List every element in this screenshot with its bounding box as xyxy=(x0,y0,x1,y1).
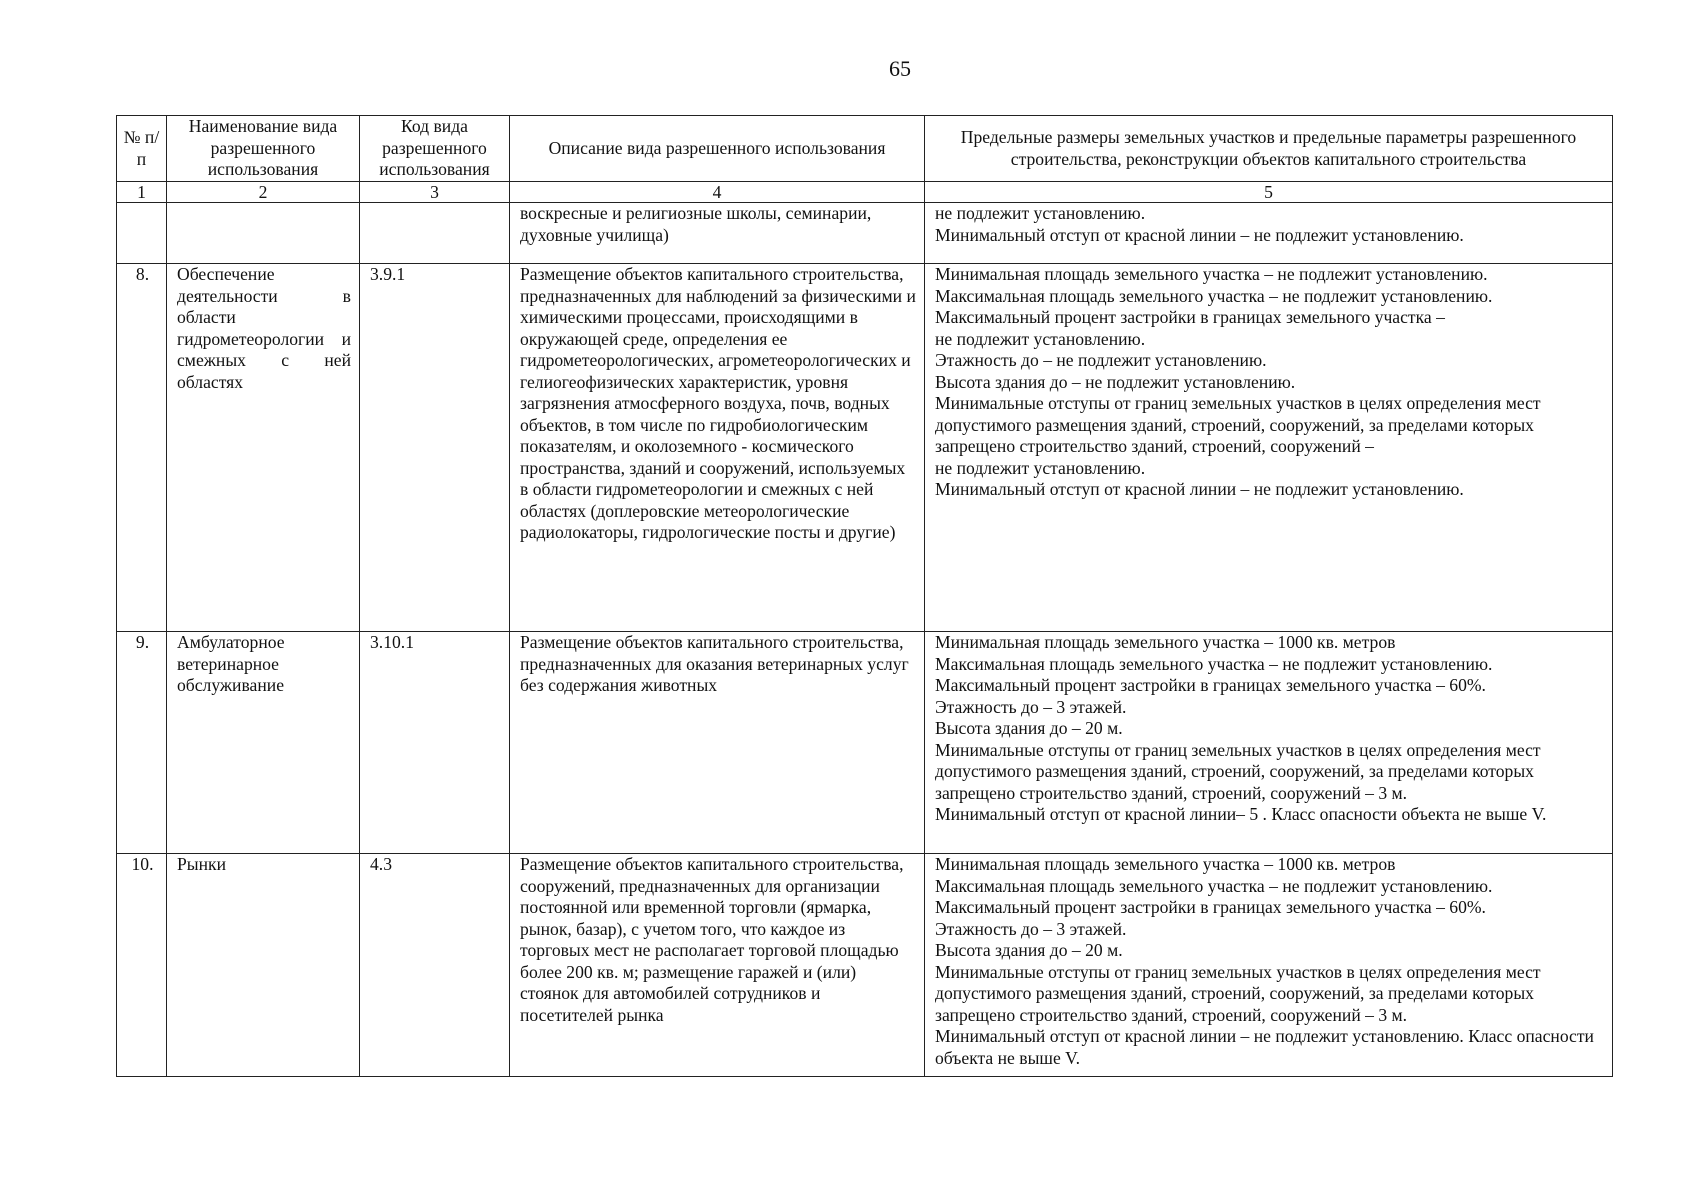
header-code: Код вида разрешенного использования xyxy=(360,116,510,182)
parameter-line: Высота здания до – не подлежит установлению. xyxy=(935,371,1296,392)
row-code xyxy=(360,203,510,264)
column-number: 1 xyxy=(117,182,167,203)
page-number: 65 xyxy=(889,56,911,81)
header-parameters: Предельные размеры земельных участков и предельные параметры разрешенного строительства, реконструкции объектов капитального строительства xyxy=(925,116,1613,182)
table-row xyxy=(117,632,1613,854)
parameter-line: Этажность до – не подлежит установлению. xyxy=(935,350,1267,370)
row-name: Амбулаторное ветеринарное обслуживание xyxy=(167,632,360,854)
table-row xyxy=(117,203,1613,264)
row-parameters xyxy=(925,203,1613,264)
parameter-line: Минимальные отступы от границ земельных участков в целях определения мест допустимого размещения зданий, строений, сооружений, за пределами которых запрещено строительство зданий, строений, сооружений – 3 м. xyxy=(935,961,1541,1025)
parameter-line: Минимальный отступ от красной линии – не подлежит установлению. Класс опасности объекта не выше V. xyxy=(935,1026,1594,1068)
row-name xyxy=(167,203,360,264)
row-description: Размещение объектов капитального строительства, предназначенных для наблюдений за физическими и химическими процессами, происходящими в окружающей среде, определения ее гидрометеорологических, агрометеорологических и гелиогеофизических характеристик, уровня загрязнения атмосферного воздуха, почв, водных объектов, в том числе по гидробиологическим показателям, и околоземного - космического пространства, зданий и сооружений, используемых в области гидрометеорологии и смежных с ней областях (доплеровские метеорологические радиолокаторы, гидрологические посты и другие) xyxy=(510,264,925,632)
column-number: 4 xyxy=(510,182,925,203)
parameter-line: Минимальные отступы от границ земельных участков в целях определения мест допустимого размещения зданий, строений, сооружений, за пределами которых запрещено строительство зданий, строений, сооружений – xyxy=(935,393,1541,456)
row-code: 3.10.1 xyxy=(360,632,510,854)
table-header-row xyxy=(117,116,1613,182)
row-code: 4.3 xyxy=(360,854,510,1077)
column-number: 5 xyxy=(925,182,1613,203)
parameter-line: Минимальные отступы от границ земельных участков в целях определения мест допустимого размещения зданий, строений, сооружений, за пределами которых запрещено строительство зданий, строений, сооружений – 3 м. xyxy=(935,739,1541,803)
header-name: Наименование вида разрешенного использования xyxy=(167,116,360,182)
parameter-line: Максимальный процент застройки в границах земельного участка – xyxy=(935,307,1445,327)
parameter-line: Высота здания до – 20 м. xyxy=(935,940,1123,960)
parameter-line: Минимальная площадь земельного участка – не подлежит установлению. xyxy=(935,264,1488,284)
parameter-line: Максимальная площадь земельного участка – не подлежит установлению. xyxy=(935,285,1493,306)
column-number: 2 xyxy=(167,182,360,203)
parameter-line: не подлежит установлению. xyxy=(935,203,1146,223)
row-description: Размещение объектов капитального строительства, предназначенных для оказания ветеринарных услуг без содержания животных xyxy=(510,632,925,854)
column-numbers-row xyxy=(117,182,1613,203)
row-description: воскресные и религиозные школы, семинарии, духовные училища) xyxy=(510,203,925,264)
row-parameters xyxy=(925,632,1613,854)
row-name: Обеспечение деятельности в области гидрометеорологии и смежных с ней областях xyxy=(167,264,360,632)
parameter-line: Максимальный процент застройки в границах земельного участка – 60%. xyxy=(935,675,1486,695)
table-row xyxy=(117,264,1613,632)
parameter-line: Максимальная площадь земельного участка – не подлежит установлению. xyxy=(935,875,1493,896)
row-number: 10. xyxy=(117,854,167,1077)
row-description: Размещение объектов капитального строительства, сооружений, предназначенных для организации постоянной или временной торговли (ярмарка, рынок, базар), с учетом того, что каждое из торговых мест не располагает торговой площадью более 200 кв. м; размещение гаражей и (или) стоянок для автомобилей сотрудников и посетителей рынка xyxy=(510,854,925,1077)
parameter-line: не подлежит установлению. xyxy=(935,328,1146,349)
row-number: 8. xyxy=(117,264,167,632)
parameter-line: Минимальный отступ от красной линии – не подлежит установлению. xyxy=(935,224,1464,245)
parameter-line: не подлежит установлению. xyxy=(935,457,1146,478)
parameter-line: Максимальный процент застройки в границах земельного участка – 60%. xyxy=(935,897,1486,917)
regulations-table xyxy=(116,115,1613,1077)
row-number xyxy=(117,203,167,264)
parameter-line: Максимальная площадь земельного участка – не подлежит установлению. xyxy=(935,653,1493,674)
header-description: Описание вида разрешенного использования xyxy=(510,116,925,182)
row-number: 9. xyxy=(117,632,167,854)
row-parameters xyxy=(925,264,1613,632)
parameter-line: Высота здания до – 20 м. xyxy=(935,718,1123,738)
row-name: Рынки xyxy=(167,854,360,1077)
row-parameters xyxy=(925,854,1613,1077)
parameter-line: Минимальный отступ от красной линии– 5 . Класс опасности объекта не выше V. xyxy=(935,804,1547,824)
header-number: № п/п xyxy=(117,116,167,182)
column-number: 3 xyxy=(360,182,510,203)
parameter-line: Минимальная площадь земельного участка – 1000 кв. метров xyxy=(935,632,1396,652)
parameter-line: Минимальный отступ от красной линии – не подлежит установлению. xyxy=(935,479,1464,499)
parameter-line: Этажность до – 3 этажей. xyxy=(935,696,1127,717)
row-code: 3.9.1 xyxy=(360,264,510,632)
parameter-line: Минимальная площадь земельного участка – 1000 кв. метров xyxy=(935,854,1396,874)
parameter-line: Этажность до – 3 этажей. xyxy=(935,918,1127,939)
table-row xyxy=(117,854,1613,1077)
